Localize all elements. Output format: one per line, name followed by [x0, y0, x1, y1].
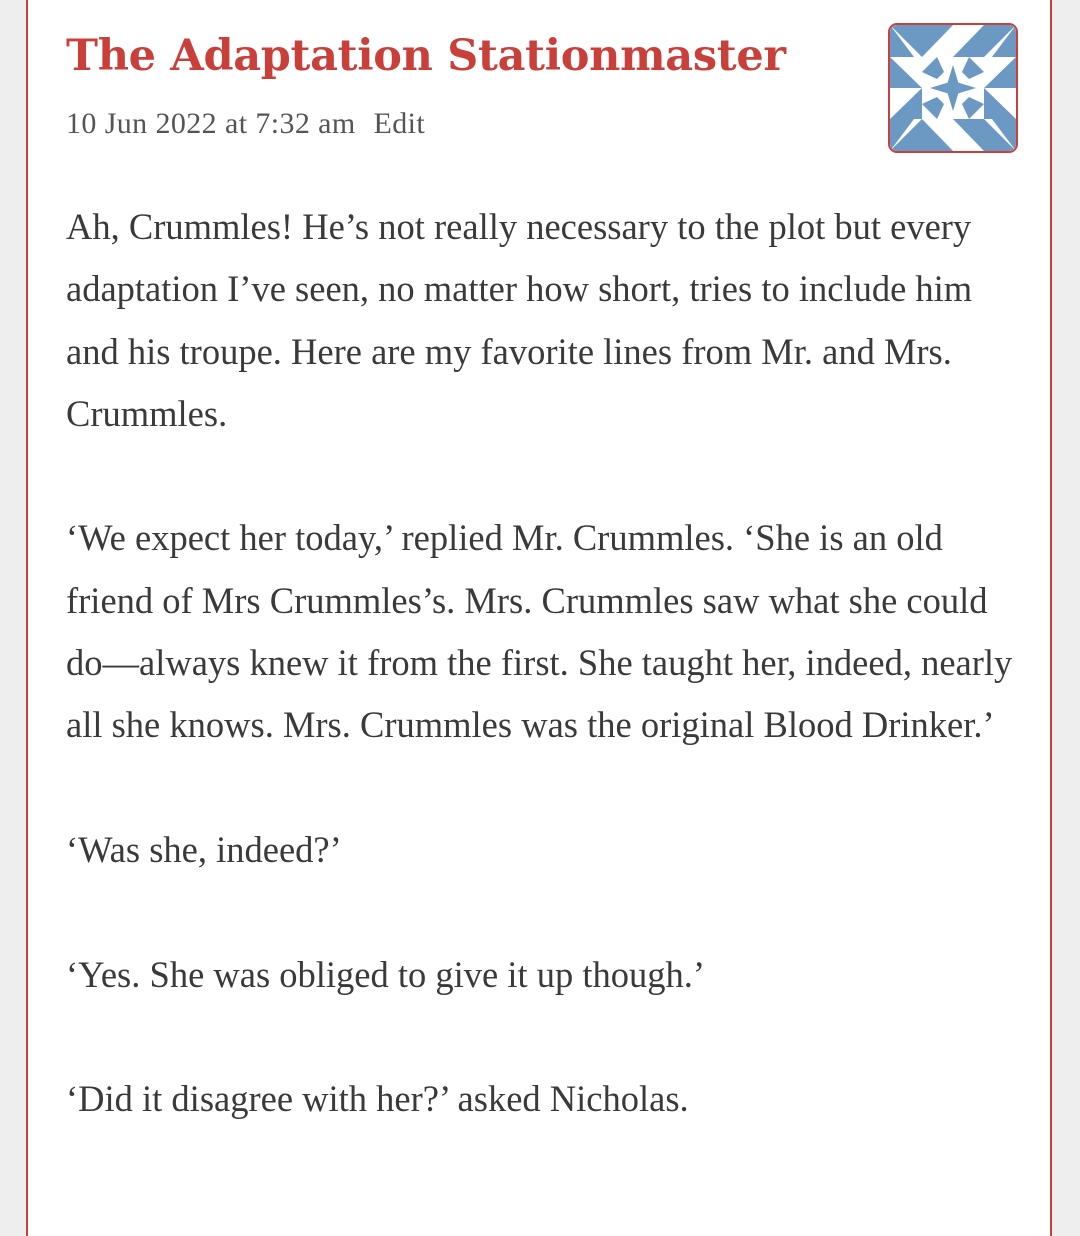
comment-paragraph: Ah, Crummles! He’s not really necessary to the plot but every adaptation I’ve seen, no matter how short, tries to include him and his troupe. Here are my favorite lines from Mr. and Mrs. Crummles. — [66, 206, 973, 434]
comment-body — [66, 196, 1026, 1193]
comment-meta — [66, 104, 425, 144]
avatar — [888, 23, 1018, 153]
comment-paragraph: ‘We expect her today,’ replied Mr. Crummles. ‘She is an old friend of Mrs Crummles’s. Mrs. Crummles saw what she could do—always knew it from the first. She taught her, indeed, nearly all she knows. Mrs. Crummles was the original Blood Drinker.’ — [66, 517, 1013, 746]
edit-comment-link[interactable]: Edit — [373, 107, 426, 140]
comment-date[interactable]: 10 Jun 2022 at 7:32 am — [66, 107, 356, 140]
comment-paragraph: ‘Did it disagree with her?’ asked Nicholas. — [66, 1078, 689, 1120]
comment-author-name[interactable]: The Adaptation Stationmaster — [66, 31, 786, 81]
comment-card — [26, 0, 1052, 1236]
identicon-quilt-avatar-icon — [890, 25, 1016, 151]
comment-paragraph: ‘Yes. She was obliged to give it up though.’ — [66, 953, 706, 995]
comment-paragraph: ‘Was she, indeed?’ — [66, 828, 342, 870]
